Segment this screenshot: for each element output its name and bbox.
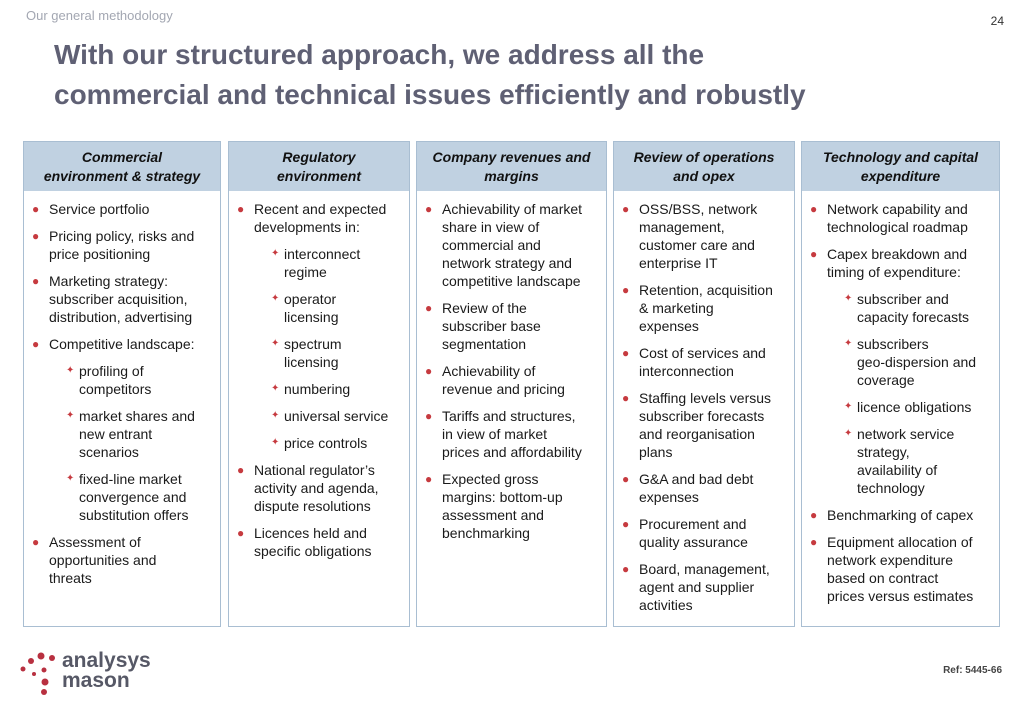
sub-bullet-item [808, 290, 993, 326]
bullet-text-line: management, [639, 219, 725, 235]
bullet-text-line: fixed-line market [79, 471, 182, 487]
bullet-item [423, 299, 600, 353]
bullet-item [620, 560, 788, 614]
bullet-text-line: price positioning [49, 246, 151, 262]
bullet-text-line: regime [284, 264, 327, 280]
column-title-line: expenditure [860, 167, 941, 184]
sub-bullet-icon: ✦ [271, 338, 280, 349]
bullet-text-line: customer care and [639, 237, 755, 253]
column-revenues [416, 141, 607, 627]
bullet-text-line: assessment and [442, 507, 544, 523]
sub-bullet-item [808, 398, 993, 416]
bullet-item [808, 533, 993, 605]
sub-bullet-icon: ✦ [66, 473, 75, 484]
sub-bullet-item [235, 290, 403, 326]
column-title-line: and opex [673, 167, 735, 184]
column-title-line: Technology and capital [822, 148, 979, 165]
bullet-text-line: Review of the [442, 300, 527, 316]
column-header [417, 142, 606, 191]
bullet-dot-icon: ● [622, 391, 630, 405]
bullet-text-line: coverage [857, 372, 915, 388]
sub-bullet-icon: ✦ [66, 365, 75, 376]
bullet-text-line: technology [857, 480, 925, 496]
bullet-text-line: Achievability of market [442, 201, 583, 217]
bullet-dot-icon: ● [622, 472, 630, 486]
bullet-text-line: Assessment of [49, 534, 141, 550]
column-body [417, 191, 606, 542]
bullet-item [423, 470, 600, 542]
sub-bullet-item [30, 407, 214, 461]
bullet-item [620, 200, 788, 272]
column-header [802, 142, 999, 191]
bullet-text-line: National regulator’s [254, 462, 375, 478]
bullet-text-line: spectrum [284, 336, 342, 352]
bullet-text-line: Service portfolio [49, 201, 150, 217]
bullet-text-line: Cost of services and [639, 345, 766, 361]
reference-number: Ref: 5445-66 [943, 665, 1002, 676]
bullet-text-line: Retention, acquisition [639, 282, 773, 298]
bullet-text-line: plans [639, 444, 673, 460]
bullet-text-line: expenses [639, 318, 699, 334]
bullet-text-line: expenses [639, 489, 699, 505]
bullet-text-line: Equipment allocation of [827, 534, 973, 550]
column-body [802, 191, 999, 605]
bullet-text-line: dispute resolutions [254, 498, 371, 514]
bullet-text-line: in view of market [442, 426, 548, 442]
bullet-text-line: enterprise IT [639, 255, 718, 271]
bullet-text-line: subscriber forecasts [639, 408, 765, 424]
bullet-item [620, 344, 788, 380]
bullet-text-line: licensing [284, 354, 339, 370]
bullet-item [30, 335, 214, 353]
bullet-text-line: revenue and pricing [442, 381, 565, 397]
column-body [614, 191, 794, 614]
column-operations [613, 141, 795, 627]
title-line-1: With our structured approach, we address all the [54, 39, 705, 70]
bullet-text-line: subscriber acquisition, [49, 291, 188, 307]
bullet-text-line: price controls [284, 435, 368, 451]
bullet-text-line: universal service [284, 408, 389, 424]
bullet-dot-icon: ● [425, 301, 433, 315]
bullet-item [423, 362, 600, 398]
bullet-text-line: quality assurance [639, 534, 748, 550]
bullet-text-line: capacity forecasts [857, 309, 970, 325]
page-title [54, 35, 984, 115]
column-title-line: environment [276, 167, 361, 184]
column-regulatory [228, 141, 410, 627]
column-body [229, 191, 409, 560]
bullet-dot-icon: ● [237, 202, 245, 216]
bullet-dot-icon: ● [810, 247, 818, 261]
bullet-text-line: Recent and expected [254, 201, 387, 217]
bullet-text-line: market shares and [79, 408, 195, 424]
bullet-text-line: Staffing levels versus [639, 390, 772, 406]
bullet-text-line: prices and affordability [442, 444, 582, 460]
bullet-text-line: specific obligations [254, 543, 372, 559]
bullet-text-line: commercial and [442, 237, 541, 253]
bullet-dot-icon: ● [425, 202, 433, 216]
bullet-dot-icon: ● [425, 364, 433, 378]
column-technology [801, 141, 1000, 627]
sub-bullet-item [808, 425, 993, 497]
bullet-text-line: Network capability and [827, 201, 968, 217]
sub-bullet-icon: ✦ [844, 401, 853, 412]
logo-text-line-1: analysys [62, 649, 151, 672]
column-title-line: margins [484, 167, 539, 184]
sub-bullet-item [235, 335, 403, 371]
bullet-text-line: numbering [284, 381, 351, 397]
sub-bullet-icon: ✦ [844, 428, 853, 439]
bullet-item [620, 515, 788, 551]
bullet-text-line: scenarios [79, 444, 139, 460]
column-body [24, 191, 220, 587]
bullet-text-line: G&A and bad debt [639, 471, 754, 487]
bullet-text-line: competitive landscape [442, 273, 581, 289]
bullet-dot-icon: ● [810, 508, 818, 522]
bullet-text-line: benchmarking [442, 525, 530, 541]
bullet-text-line: technological roadmap [827, 219, 968, 235]
bullet-text-line: OSS/BSS, network [639, 201, 758, 217]
column-title-line: environment & strategy [43, 167, 201, 184]
column-title-line: Commercial [81, 148, 163, 165]
column-commercial [23, 141, 221, 627]
bullet-text-line: subscriber base [442, 318, 541, 334]
page-number: 24 [990, 14, 1004, 28]
bullet-text-line: Competitive landscape: [49, 336, 195, 352]
bullet-text-line: new entrant [79, 426, 153, 442]
bullet-dot-icon: ● [32, 229, 40, 243]
bullet-text-line: Board, management, [639, 561, 770, 577]
title-line-2: commercial and technical issues efficiently and robustly [54, 79, 806, 110]
bullet-item [620, 470, 788, 506]
bullet-dot-icon: ● [622, 517, 630, 531]
bullet-item [235, 200, 403, 236]
bullet-text-line: interconnect [284, 246, 361, 262]
bullet-text-line: threats [49, 570, 92, 586]
bullet-text-line: operator [284, 291, 337, 307]
bullet-text-line: profiling of [79, 363, 144, 379]
bullet-text-line: prices versus estimates [827, 588, 974, 604]
sub-bullet-item [30, 470, 214, 524]
bullet-text-line: Capex breakdown and [827, 246, 968, 262]
bullet-text-line: Pricing policy, risks and [49, 228, 195, 244]
bullet-dot-icon: ● [237, 526, 245, 540]
column-header [229, 142, 409, 191]
bullet-text-line: licensing [284, 309, 339, 325]
bullet-text-line: licence obligations [857, 399, 972, 415]
sub-bullet-item [235, 407, 403, 425]
bullet-item [235, 524, 403, 560]
bullet-text-line: based on contract [827, 570, 939, 586]
bullet-item [620, 281, 788, 335]
bullet-text-line: and reorganisation [639, 426, 755, 442]
bullet-dot-icon: ● [425, 472, 433, 486]
bullet-text-line: opportunities and [49, 552, 157, 568]
column-header [24, 142, 220, 191]
bullet-dot-icon: ● [32, 202, 40, 216]
bullet-text-line: developments in: [254, 219, 360, 235]
sub-bullet-item [808, 335, 993, 389]
bullet-text-line: distribution, advertising [49, 309, 193, 325]
bullet-dot-icon: ● [622, 562, 630, 576]
sub-bullet-icon: ✦ [271, 293, 280, 304]
sub-bullet-item [235, 380, 403, 398]
bullet-item [423, 200, 600, 290]
bullet-text-line: timing of expenditure: [827, 264, 961, 280]
bullet-text-line: margins: bottom-up [442, 489, 563, 505]
sub-bullet-item [235, 434, 403, 452]
bullet-text-line: Marketing strategy: [49, 273, 169, 289]
bullet-text-line: competitors [79, 381, 152, 397]
bullet-text-line: activities [639, 597, 693, 613]
bullet-text-line: substitution offers [79, 507, 189, 523]
sub-bullet-icon: ✦ [66, 410, 75, 421]
bullet-text-line: Benchmarking of capex [827, 507, 974, 523]
bullet-item [30, 200, 214, 218]
bullet-dot-icon: ● [810, 535, 818, 549]
bullet-text-line: network service [857, 426, 955, 442]
bullet-text-line: Tariffs and structures, [442, 408, 576, 424]
bullet-dot-icon: ● [237, 463, 245, 477]
bullet-text-line: availability of [857, 462, 938, 478]
bullet-text-line: Achievability of [442, 363, 536, 379]
bullet-text-line: convergence and [79, 489, 187, 505]
bullet-dot-icon: ● [810, 202, 818, 216]
column-title-line: Regulatory [282, 148, 356, 165]
bullet-text-line: share in view of [442, 219, 540, 235]
sub-bullet-icon: ✦ [844, 293, 853, 304]
bullet-dot-icon: ● [32, 274, 40, 288]
column-header [614, 142, 794, 191]
sub-bullet-icon: ✦ [844, 338, 853, 349]
bullet-text-line: Procurement and [639, 516, 747, 532]
bullet-dot-icon: ● [425, 409, 433, 423]
sub-bullet-icon: ✦ [271, 437, 280, 448]
bullet-dot-icon: ● [622, 346, 630, 360]
section-label: Our general methodology [26, 8, 173, 23]
bullet-text-line: subscriber and [857, 291, 949, 307]
bullet-text-line: interconnection [639, 363, 734, 379]
sub-bullet-icon: ✦ [271, 248, 280, 259]
bullet-item [30, 227, 214, 263]
column-title-line: Company revenues and [432, 148, 591, 165]
sub-bullet-item [235, 245, 403, 281]
sub-bullet-icon: ✦ [271, 410, 280, 421]
bullet-item [30, 272, 214, 326]
bullet-text-line: agent and supplier [639, 579, 755, 595]
sub-bullet-icon: ✦ [271, 383, 280, 394]
bullet-item [808, 245, 993, 281]
bullet-text-line: network expenditure [827, 552, 954, 568]
bullet-dot-icon: ● [622, 202, 630, 216]
bullet-text-line: subscribers [857, 336, 929, 352]
bullet-item [423, 407, 600, 461]
bullet-text-line: & marketing [639, 300, 714, 316]
bullet-item [808, 506, 993, 524]
bullet-item [235, 461, 403, 515]
bullet-text-line: Licences held and [254, 525, 367, 541]
column-title-line: Review of operations [633, 148, 775, 165]
bullet-text-line: geo-dispersion and [857, 354, 977, 370]
bullet-text-line: activity and agenda, [254, 480, 379, 496]
bullet-text-line: Expected gross [442, 471, 539, 487]
bullet-item [620, 389, 788, 461]
sub-bullet-item [30, 362, 214, 398]
bullet-dot-icon: ● [32, 535, 40, 549]
company-logo [20, 650, 160, 698]
bullet-text-line: network strategy and [442, 255, 572, 271]
bullet-item [30, 533, 214, 587]
bullet-dot-icon: ● [622, 283, 630, 297]
bullet-dot-icon: ● [32, 337, 40, 351]
bullet-text-line: strategy, [857, 444, 910, 460]
bullet-item [808, 200, 993, 236]
bullet-text-line: segmentation [442, 336, 527, 352]
logo-text-line-2: mason [62, 669, 130, 692]
